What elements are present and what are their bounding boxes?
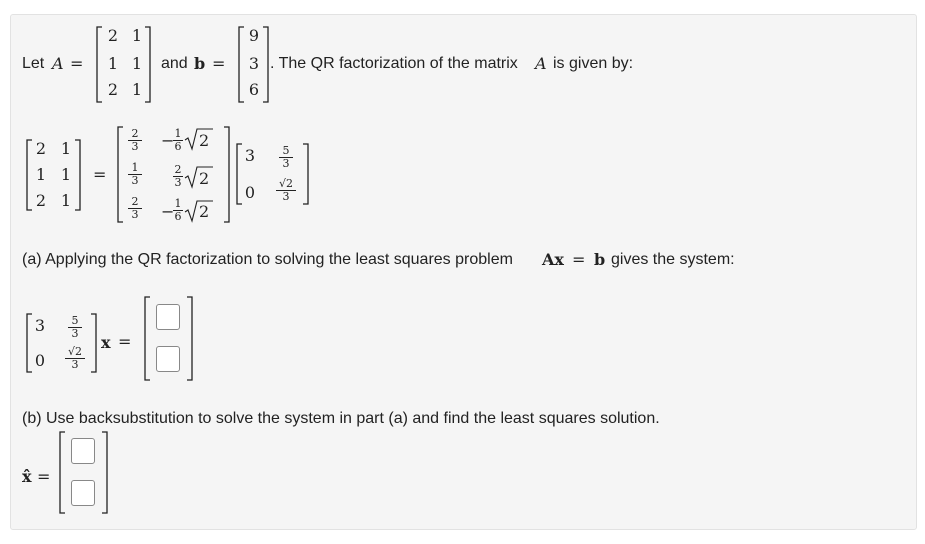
Q-cell-0-1-frac: $\frac{1}{6}$ (174, 127, 182, 153)
A2-cell-2-1: 1 (60, 191, 72, 210)
b-cell-1: 3 (248, 54, 260, 73)
part-b-equals: = (37, 467, 51, 486)
intro-tail: . The QR factorization of the matrix (270, 55, 518, 72)
intro-b-symbol: b (194, 54, 206, 73)
R-cell-1-0: 0 (244, 183, 256, 202)
intro-let: Let (22, 55, 45, 72)
part-a-Ax: Ax (542, 250, 564, 269)
Q-cell-1-1-frac: $\frac{2}{3}$ (174, 163, 182, 189)
part-b-xhat: x̂ (22, 467, 32, 486)
intro-tail-2: is given by: (553, 55, 634, 72)
part-a-equals-2: = (118, 332, 132, 351)
A2-cell-1-0: 1 (35, 165, 47, 184)
A-cell-1-1: 1 (131, 54, 143, 73)
answer-a-bottom-input[interactable] (156, 346, 180, 372)
Q-cell-0-0: $\frac{2}{3}$ (128, 128, 142, 153)
R-cell-1-1: $\frac{√2}{3}$ (276, 178, 296, 203)
A-cell-2-1: 1 (131, 80, 143, 99)
intro-A-symbol-2: A (535, 54, 547, 73)
A-cell-1-0: 1 (107, 54, 119, 73)
A-cell-0-1: 1 (131, 26, 143, 45)
part-a-b: b (594, 250, 606, 269)
A-cell-2-0: 2 (107, 80, 119, 99)
A2-cell-0-1: 1 (60, 139, 72, 158)
part-a-text: (a) Applying the QR factorization to solving the least squares problem (22, 251, 513, 268)
partA-R-cell-0-1: $\frac{5}{3}$ (68, 315, 82, 340)
intro-A-symbol: A (52, 54, 64, 73)
partA-R-cell-1-1: $\frac{√2}{3}$ (65, 346, 85, 371)
part-a-tail: gives the system: (611, 251, 735, 268)
intro-and: and (161, 55, 188, 72)
answer-b-bottom-input[interactable] (71, 480, 95, 506)
intro-equals: = (70, 54, 84, 73)
b-cell-0: 9 (248, 26, 260, 45)
Q-cell-2-0: $\frac{2}{3}$ (128, 196, 142, 221)
qr-equals: = (93, 165, 107, 184)
A-cell-0-0: 2 (107, 26, 119, 45)
Q-cell-0-1-radicand: 2 (199, 131, 210, 150)
Q-cell-1-0: $\frac{1}{3}$ (128, 162, 142, 187)
R-cell-0-1: $\frac{5}{3}$ (279, 145, 293, 170)
A2-cell-1-1: 1 (60, 165, 72, 184)
partA-R-cell-1-0: 0 (34, 351, 46, 370)
R-cell-0-0: 3 (244, 146, 256, 165)
part-a-x: x (101, 333, 111, 352)
Q-cell-1-1-radicand: 2 (199, 169, 210, 188)
part-b-text: (b) Use backsubstitution to solve the system in part (a) and find the least squares solution. (22, 410, 660, 427)
b-cell-2: 6 (248, 80, 260, 99)
Q-cell-2-1-frac: $\frac{1}{6}$ (174, 197, 182, 223)
Q-cell-2-1-radicand: 2 (199, 202, 210, 221)
intro-equals-2: = (212, 54, 226, 73)
A2-cell-0-0: 2 (35, 139, 47, 158)
A2-cell-2-0: 2 (35, 191, 47, 210)
answer-b-top-input[interactable] (71, 438, 95, 464)
Q-cell-0-1-sign: − (161, 131, 175, 150)
partA-R-cell-0-0: 3 (34, 316, 46, 335)
answer-a-top-input[interactable] (156, 304, 180, 330)
part-a-equals: = (572, 250, 586, 269)
Q-cell-2-1-sign: − (161, 202, 175, 221)
